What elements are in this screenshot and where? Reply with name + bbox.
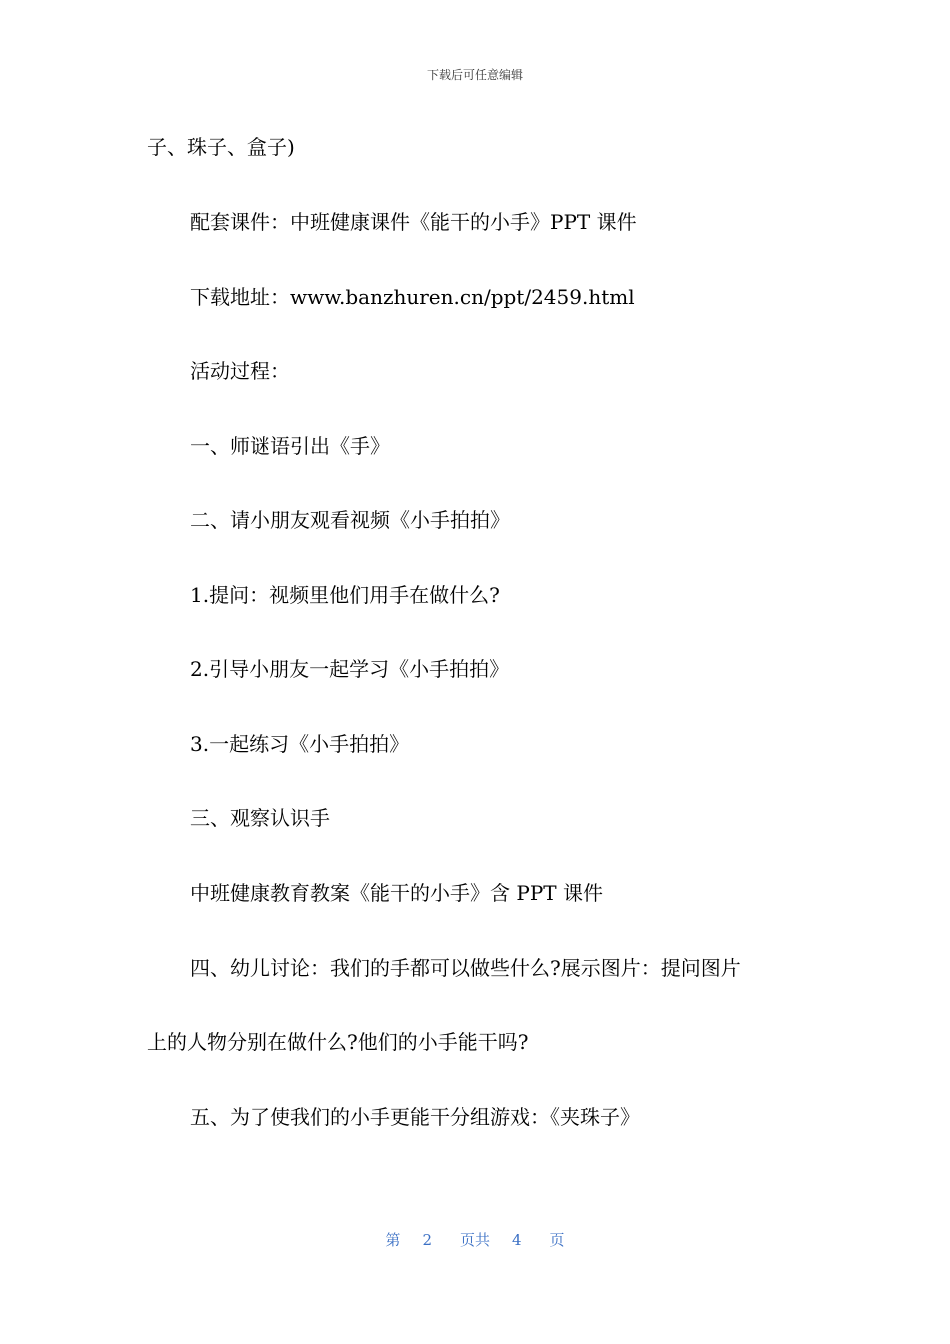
- body-line-step-2-1: 1.提问：视频里他们用手在做什么?: [190, 583, 500, 607]
- footer-page-number: 2: [422, 1231, 432, 1249]
- page-footer: [0, 1229, 950, 1250]
- page-header: 下载后可任意编辑: [426, 68, 523, 82]
- body-line-continuation: 子、珠子、盒子): [147, 135, 295, 159]
- footer-prefix: 第: [385, 1231, 401, 1249]
- footer-total-pages: 4: [512, 1231, 522, 1249]
- body-line-step-5: 五、为了使我们的小手更能干分组游戏：《夹珠子》: [190, 1105, 640, 1129]
- body-line-step-4-cont: 上的人物分别在做什么?他们的小手能干吗?: [147, 1030, 529, 1054]
- body-line-step-4: 四、幼儿讨论：我们的手都可以做些什么?展示图片：提问图片: [190, 956, 741, 980]
- footer-suffix: 页: [549, 1231, 565, 1249]
- body-line-step-1: 一、师谜语引出《手》: [190, 434, 390, 458]
- body-line-step-2: 二、请小朋友观看视频《小手拍拍》: [190, 508, 510, 532]
- body-line-title-repeat: 中班健康教育教案《能干的小手》含 PPT 课件: [190, 881, 603, 905]
- body-line-step-2-3: 3.一起练习《小手拍拍》: [190, 732, 410, 756]
- body-line-step-2-2: 2.引导小朋友一起学习《小手拍拍》: [190, 657, 510, 681]
- body-line-courseware: 配套课件：中班健康课件《能干的小手》PPT 课件: [190, 210, 637, 234]
- body-line-step-3: 三、观察认识手: [190, 806, 330, 830]
- body-line-process-heading: 活动过程：: [190, 359, 290, 383]
- footer-middle: 页共: [459, 1231, 490, 1249]
- body-line-download: 下载地址：www.banzhuren.cn/ppt/2459.html: [190, 285, 635, 309]
